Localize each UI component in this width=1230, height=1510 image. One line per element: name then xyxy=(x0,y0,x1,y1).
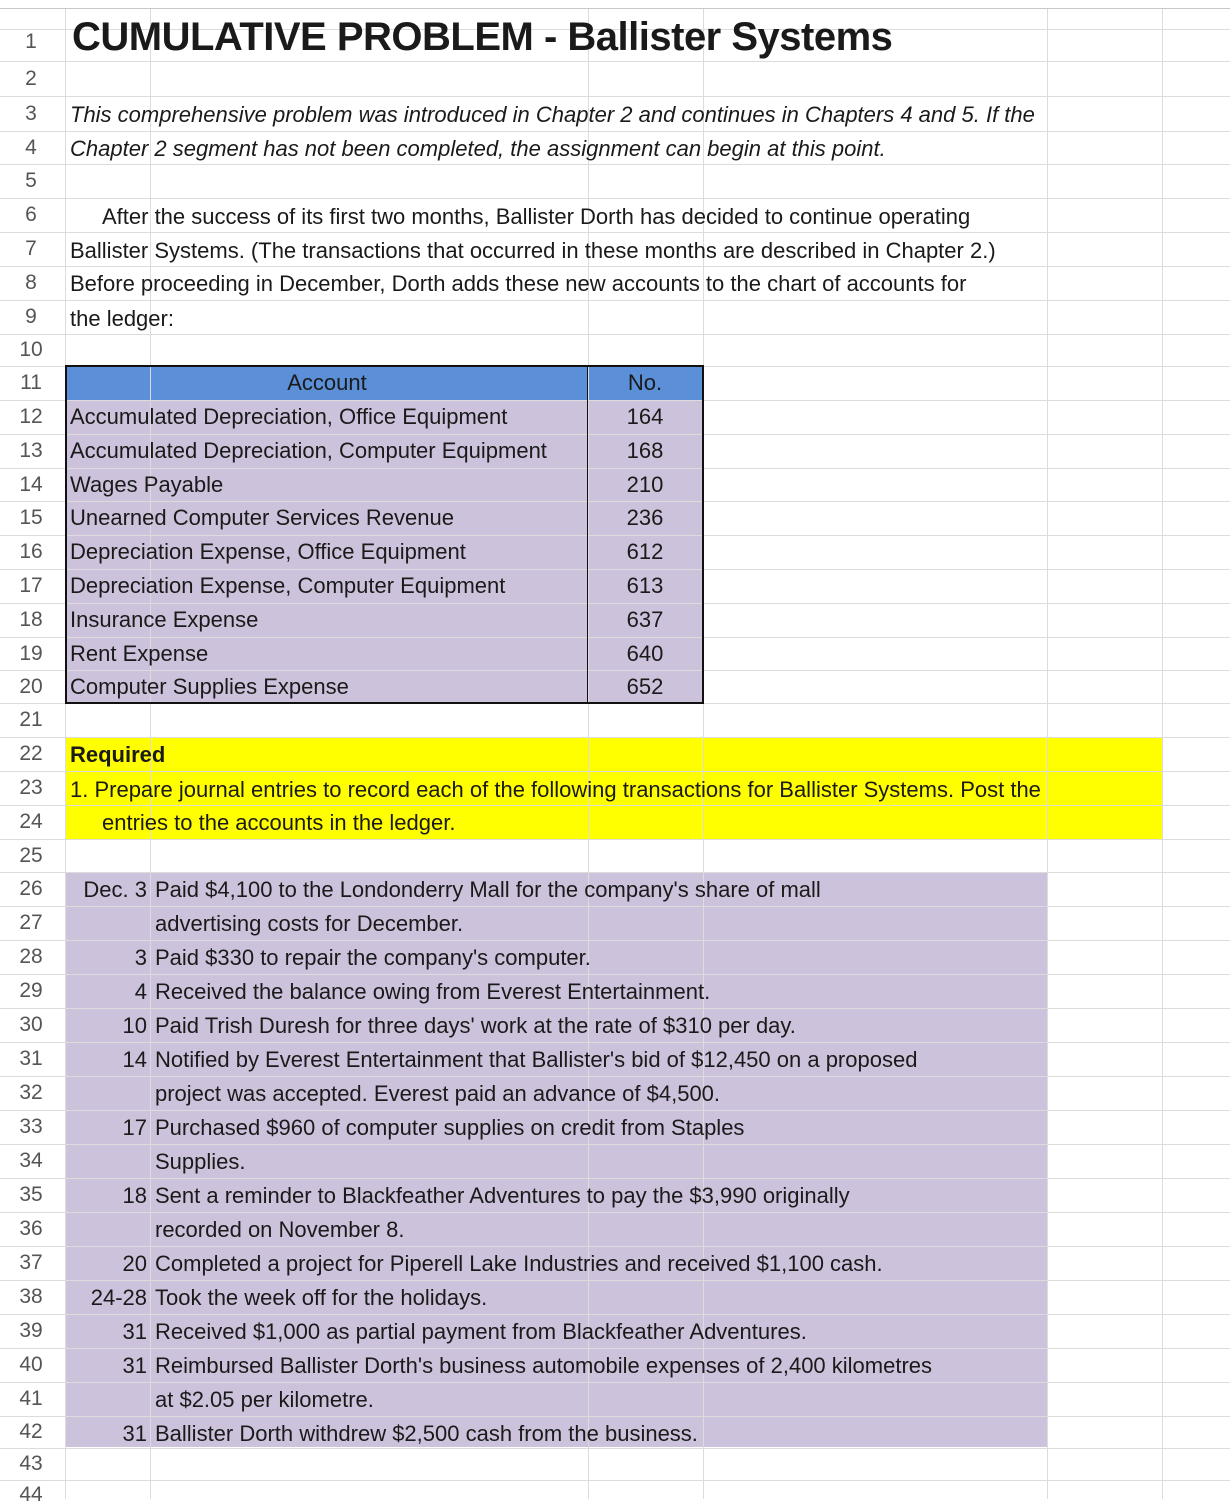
transaction-text: Received the balance owing from Everest Entertainment. xyxy=(155,979,711,1004)
transaction-date: 18 xyxy=(122,1183,147,1208)
row-number[interactable]: 30 xyxy=(19,1013,43,1036)
row-number[interactable]: 42 xyxy=(19,1420,43,1443)
row-number[interactable]: 31 xyxy=(19,1047,43,1070)
row-number[interactable]: 5 xyxy=(25,169,37,192)
row-number[interactable]: 21 xyxy=(19,708,43,731)
transaction-text: Sent a reminder to Blackfeather Adventures to pay the $3,990 originally xyxy=(155,1183,850,1208)
row-number[interactable]: 20 xyxy=(19,675,43,698)
transaction-text: advertising costs for December. xyxy=(155,911,464,936)
row-number[interactable]: 41 xyxy=(19,1387,43,1410)
transaction-date: 31 xyxy=(122,1421,147,1446)
row-number[interactable]: 27 xyxy=(19,911,43,934)
row-number[interactable]: 3 xyxy=(25,102,37,125)
row-number[interactable]: 40 xyxy=(19,1353,43,1376)
table-cell-account: Accumulated Depreciation, Office Equipment xyxy=(70,404,508,429)
row-number[interactable]: 4 xyxy=(25,136,37,159)
table-cell-account: Insurance Expense xyxy=(70,607,259,632)
row-number[interactable]: 26 xyxy=(19,877,43,900)
column-header-edge xyxy=(0,8,1230,9)
table-cell-account: Depreciation Expense, Office Equipment xyxy=(70,539,466,564)
row-number[interactable]: 28 xyxy=(19,945,43,968)
row-number[interactable]: 16 xyxy=(19,540,43,563)
row-number[interactable]: 37 xyxy=(19,1251,43,1274)
transaction-text: at $2.05 per kilometre. xyxy=(155,1387,374,1412)
table-cell-account: Rent Expense xyxy=(70,641,209,666)
table-cell-number: 640 xyxy=(626,641,664,666)
table-cell-account: Wages Payable xyxy=(70,472,224,497)
row-number[interactable]: 19 xyxy=(19,642,43,665)
row-number[interactable]: 23 xyxy=(19,776,43,799)
transaction-date: 31 xyxy=(122,1353,147,1378)
transaction-text: Received $1,000 as partial payment from Blackfeather Adventures. xyxy=(155,1319,807,1344)
required-heading: Required xyxy=(70,742,166,767)
transaction-date: 20 xyxy=(122,1251,147,1276)
transaction-date: 4 xyxy=(134,979,147,1004)
transaction-date: 31 xyxy=(122,1319,147,1344)
row-number[interactable]: 33 xyxy=(19,1115,43,1138)
row-number[interactable]: 22 xyxy=(19,742,43,765)
table-cell-number: 612 xyxy=(626,539,664,564)
row-number[interactable]: 18 xyxy=(19,608,43,631)
paragraph-line-2: Ballister Systems. (The transactions that occurred in these months are described in Chapter 2.) xyxy=(70,238,996,263)
paragraph-line-1: After the success of its first two months, Ballister Dorth has decided to continue operating xyxy=(102,204,971,229)
transaction-date: 17 xyxy=(122,1115,147,1140)
paragraph-line-4: the ledger: xyxy=(70,306,174,331)
row-number[interactable]: 38 xyxy=(19,1285,43,1308)
transaction-date: 10 xyxy=(122,1013,147,1038)
row-number[interactable]: 12 xyxy=(19,405,43,428)
row-number[interactable]: 15 xyxy=(19,506,43,529)
row-number[interactable]: 11 xyxy=(20,371,42,394)
table-cell-number: 652 xyxy=(626,674,664,699)
page-title: CUMULATIVE PROBLEM - Ballister Systems xyxy=(72,15,893,59)
transaction-text: Paid Trish Duresh for three days' work at the rate of $310 per day. xyxy=(155,1013,796,1038)
row-number[interactable]: 6 xyxy=(25,203,37,226)
row-number[interactable]: 8 xyxy=(25,271,37,294)
table-cell-number: 637 xyxy=(626,607,664,632)
row-number[interactable]: 36 xyxy=(19,1217,43,1240)
table-column-divider xyxy=(587,366,588,703)
table-cell-number: 164 xyxy=(626,404,664,429)
transaction-text: Notified by Everest Entertainment that Ballister's bid of $12,450 on a proposed xyxy=(155,1047,918,1072)
row-number[interactable]: 24 xyxy=(19,810,43,833)
row-number[interactable]: 34 xyxy=(19,1149,43,1172)
transaction-date: 3 xyxy=(134,945,147,970)
row-number[interactable]: 17 xyxy=(19,574,43,597)
table-cell-account: Unearned Computer Services Revenue xyxy=(70,505,454,530)
table-cell-number: 236 xyxy=(626,505,664,530)
transaction-text: Ballister Dorth withdrew $2,500 cash from the business. xyxy=(155,1421,698,1446)
row-number[interactable]: 14 xyxy=(19,473,43,496)
row-number[interactable]: 9 xyxy=(25,305,37,328)
row-number[interactable]: 32 xyxy=(19,1081,43,1104)
table-header-no: No. xyxy=(627,370,663,395)
transaction-date: Dec. 3 xyxy=(83,877,147,902)
transaction-date: 24-28 xyxy=(90,1285,147,1310)
transaction-text: Took the week off for the holidays. xyxy=(155,1285,488,1310)
row-number[interactable]: 29 xyxy=(19,979,43,1002)
table-cell-account: Computer Supplies Expense xyxy=(70,674,349,699)
table-cell-number: 613 xyxy=(626,573,664,598)
row-number[interactable]: 39 xyxy=(19,1319,43,1342)
row-number[interactable]: 44 xyxy=(19,1483,43,1506)
intro-line-1: This comprehensive problem was introduced in Chapter 2 and continues in Chapters 4 and 5. If the xyxy=(70,102,1035,127)
row-number[interactable]: 13 xyxy=(19,439,43,462)
transaction-text: Supplies. xyxy=(155,1149,246,1174)
row-number[interactable]: 35 xyxy=(19,1183,43,1206)
required-instruction-line-2: entries to the accounts in the ledger. xyxy=(102,810,456,835)
transaction-date: 14 xyxy=(122,1047,147,1072)
row-number[interactable]: 2 xyxy=(25,67,37,90)
row-number[interactable]: 7 xyxy=(25,237,37,260)
transaction-text: project was accepted. Everest paid an advance of $4,500. xyxy=(155,1081,721,1106)
transaction-text: Reimbursed Ballister Dorth's business automobile expenses of 2,400 kilometres xyxy=(155,1353,933,1378)
row-number[interactable]: 25 xyxy=(19,844,43,867)
row-number[interactable]: 1 xyxy=(25,30,37,53)
transaction-text: recorded on November 8. xyxy=(155,1217,405,1242)
transaction-text: Paid $330 to repair the company's computer. xyxy=(155,945,591,970)
row-number[interactable]: 43 xyxy=(19,1452,43,1475)
transaction-text: Paid $4,100 to the Londonderry Mall for the company's share of mall xyxy=(155,877,821,902)
table-cell-account: Accumulated Depreciation, Computer Equipment xyxy=(70,438,547,463)
table-cell-account: Depreciation Expense, Computer Equipment xyxy=(70,573,506,598)
paragraph-line-3: Before proceeding in December, Dorth adds these new accounts to the chart of accounts for xyxy=(70,271,967,296)
required-instruction-line-1: 1. Prepare journal entries to record each of the following transactions for Ballister Systems. Post the xyxy=(70,777,1041,802)
table-cell-number: 168 xyxy=(626,438,664,463)
transaction-text: Completed a project for Piperell Lake Industries and received $1,100 cash. xyxy=(155,1251,883,1276)
table-header-account: Account xyxy=(287,370,367,395)
row-number[interactable]: 10 xyxy=(19,338,43,361)
table-cell-number: 210 xyxy=(626,472,664,497)
transaction-text: Purchased $960 of computer supplies on credit from Staples xyxy=(155,1115,745,1140)
intro-line-2: Chapter 2 segment has not been completed, the assignment can begin at this point. xyxy=(70,136,886,161)
